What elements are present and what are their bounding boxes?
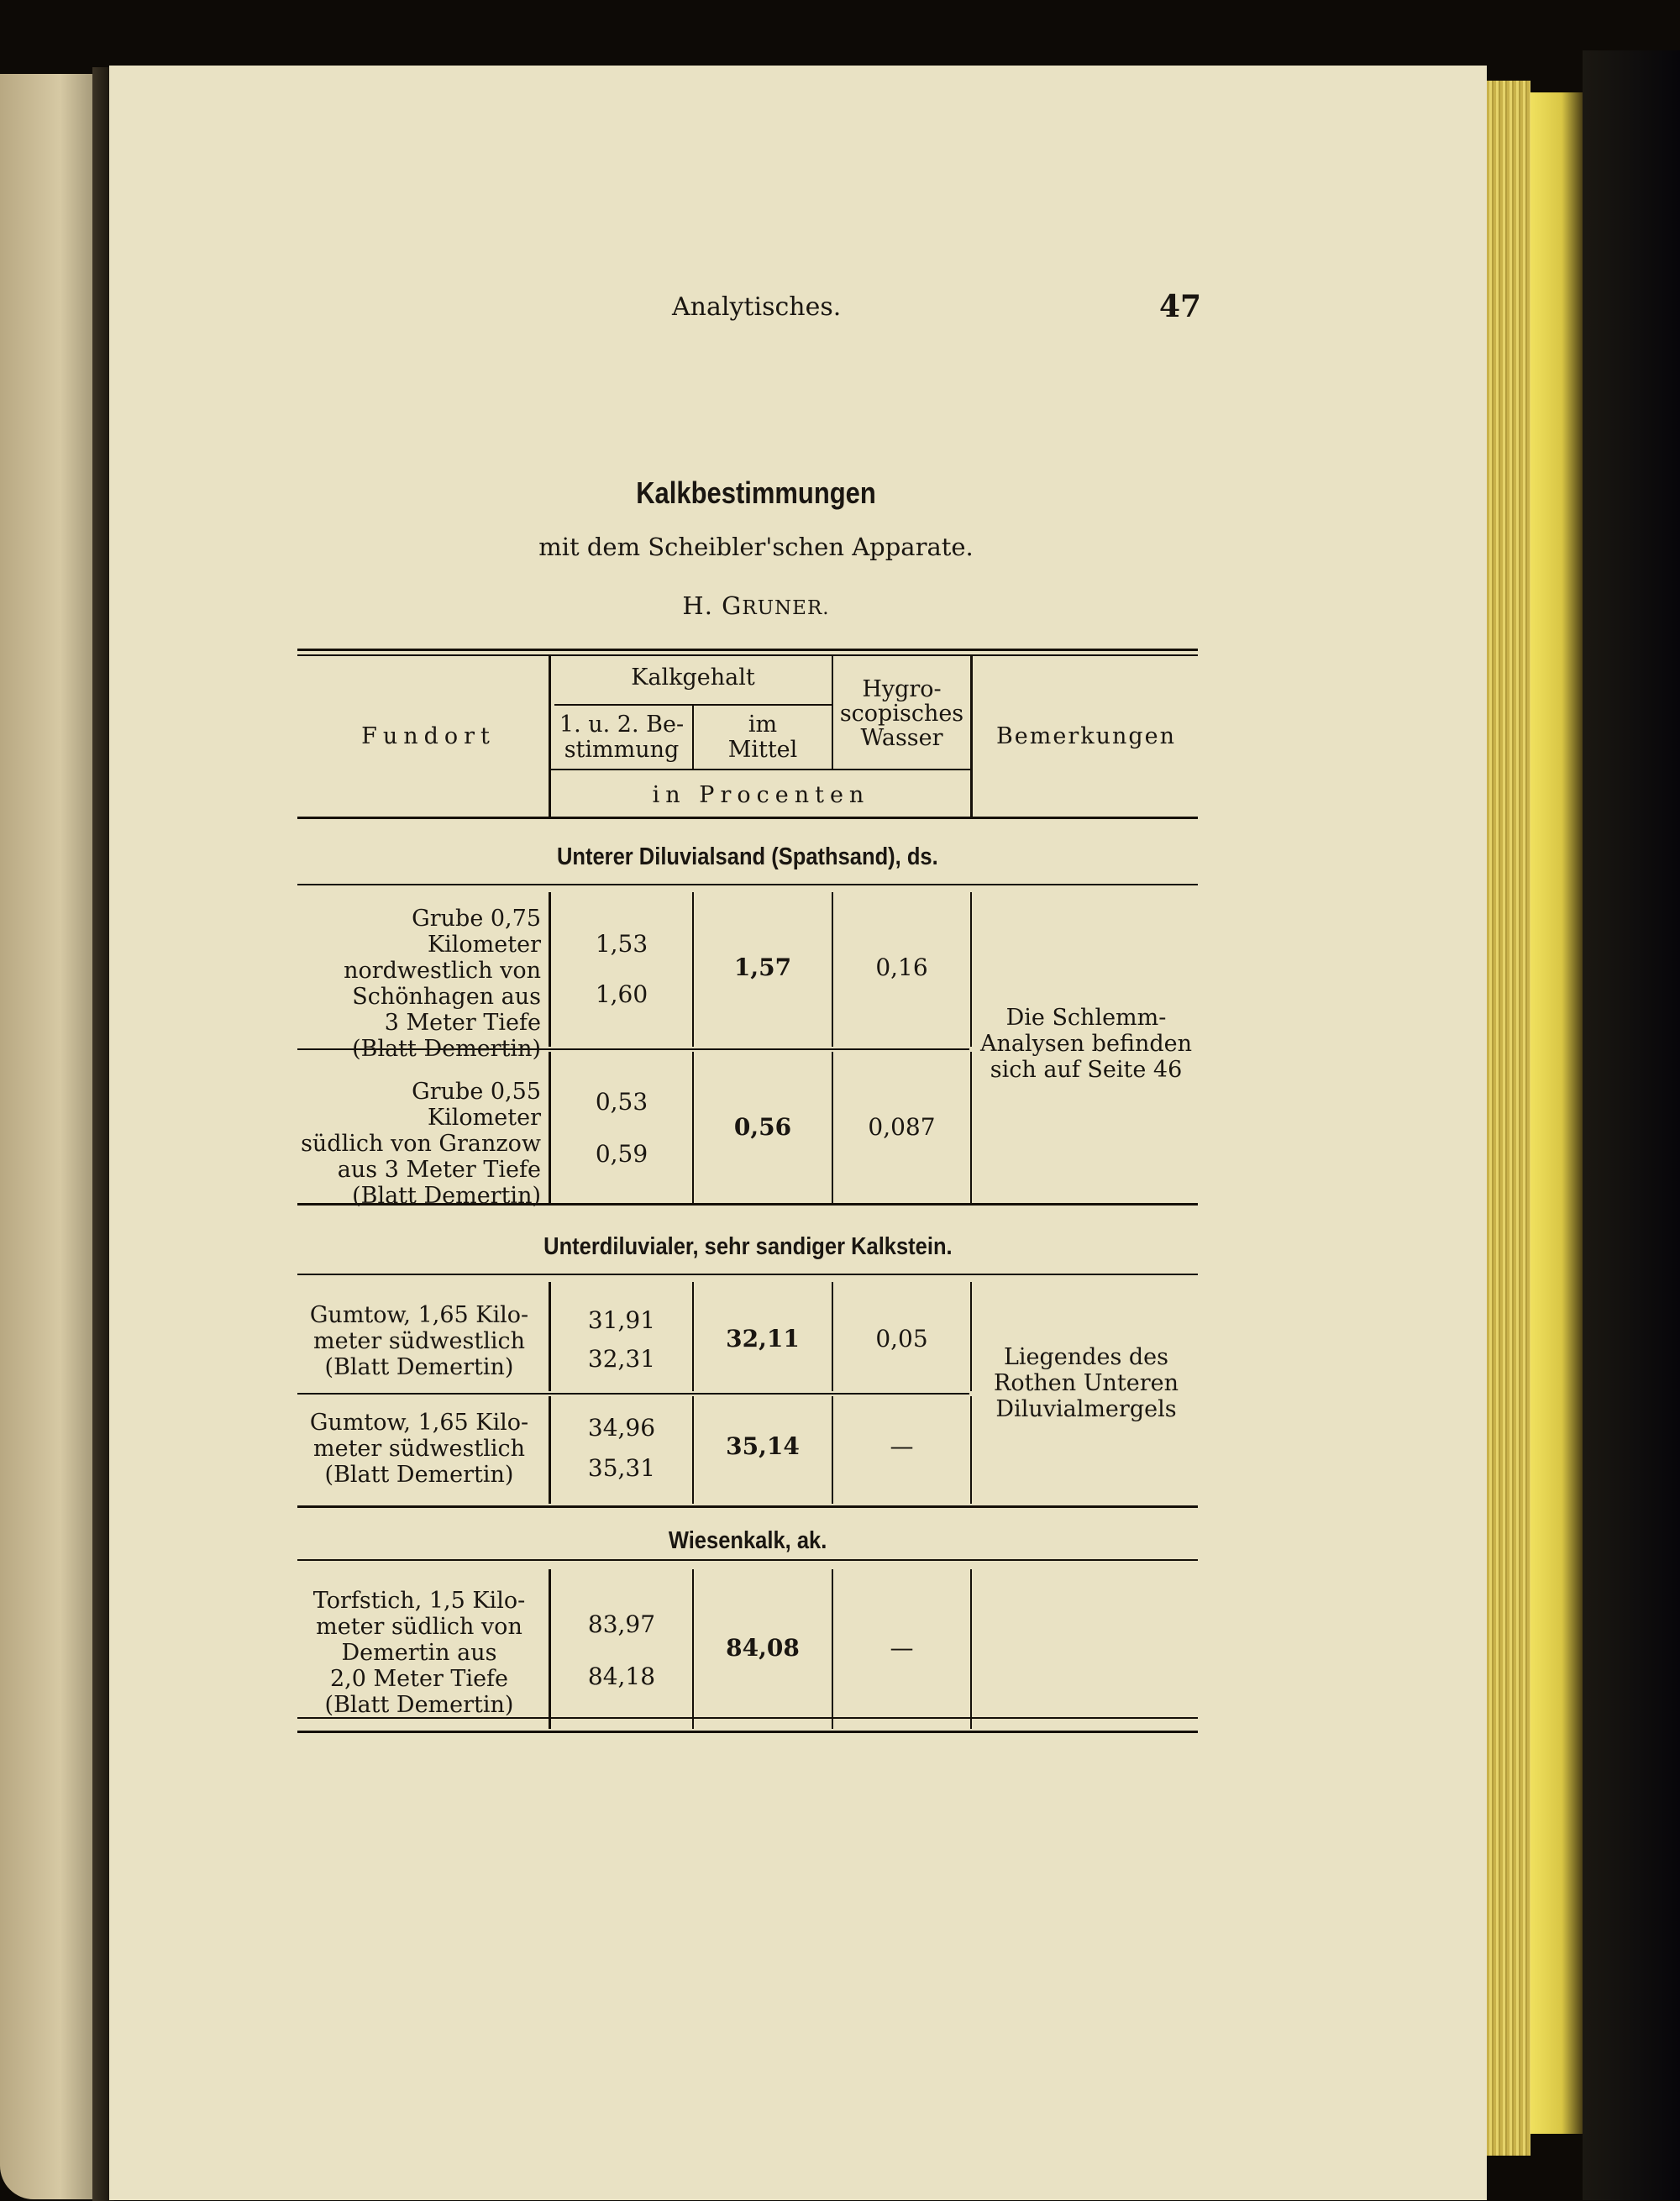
cell-bestimmung-1: 0,53 bbox=[595, 1088, 648, 1116]
page-title: Kalkbestimmungen bbox=[636, 475, 876, 510]
col-divider bbox=[549, 1282, 551, 1391]
cell-mittel: 35,14 bbox=[726, 1432, 800, 1460]
col-divider bbox=[970, 1569, 972, 1729]
col-divider bbox=[549, 1052, 551, 1203]
cell-wasser: 0,05 bbox=[875, 1325, 928, 1353]
running-head: Analytisches. bbox=[672, 292, 842, 322]
page-block-edge bbox=[1487, 81, 1530, 2156]
section-rule bbox=[297, 1559, 1198, 1561]
author bbox=[588, 591, 924, 620]
cell-bestimmung-2: 84,18 bbox=[587, 1663, 656, 1690]
cell-bestimmung-1: 83,97 bbox=[587, 1610, 656, 1638]
col-divider bbox=[549, 1396, 551, 1504]
author-initial: H. bbox=[682, 591, 722, 620]
header-kalkgehalt: Kalkgehalt bbox=[631, 665, 755, 691]
cell-bestimmung-1: 1,53 bbox=[595, 930, 648, 958]
header-mittel: im Mittel bbox=[727, 712, 798, 763]
section-title: Wiesenkalk, ak. bbox=[668, 1527, 827, 1554]
col-divider bbox=[970, 892, 972, 1047]
cell-mittel: 84,08 bbox=[726, 1634, 800, 1662]
cell-mittel: 0,56 bbox=[733, 1113, 792, 1141]
cell-bemerkung: Liegendes des Rothen Unteren Diluvialmergels bbox=[993, 1344, 1179, 1422]
cell-bestimmung-1: 34,96 bbox=[587, 1414, 656, 1442]
page-subtitle: mit dem Scheibler'schen Apparate. bbox=[538, 533, 974, 561]
table-row-fundort: Grube 0,55 Kilometer südlich von Granzow aus 3 Meter Tiefe (Blatt Demertin) bbox=[301, 1079, 541, 1209]
row-rule bbox=[297, 1393, 969, 1395]
section-rule bbox=[297, 1274, 1198, 1275]
col-divider bbox=[970, 1052, 972, 1203]
cell-wasser: — bbox=[890, 1634, 914, 1662]
table-top-rule bbox=[297, 649, 1198, 651]
header-bemerkungen: Bemerkungen bbox=[995, 723, 1177, 749]
section-end-rule bbox=[297, 1505, 1198, 1508]
page-number: 47 bbox=[1159, 289, 1202, 324]
col-divider bbox=[970, 1396, 972, 1504]
table-row-fundort: Gumtow, 1,65 Kilo- meter südwestlich (Blatt Demertin) bbox=[309, 1302, 529, 1380]
table-top-rule-thin bbox=[297, 654, 1198, 656]
section-title: Unterdiluvialer, sehr sandiger Kalkstein. bbox=[543, 1233, 953, 1260]
col-divider bbox=[549, 1569, 551, 1729]
cell-wasser: — bbox=[890, 1432, 914, 1460]
cell-mittel: 1,57 bbox=[733, 953, 792, 981]
table-row-fundort: Torfstich, 1,5 Kilo- meter südlich von Demertin aus 2,0 Meter Tiefe (Blatt Demertin) bbox=[312, 1588, 526, 1718]
table-row-fundort: Gumtow, 1,65 Kilo- meter südwestlich (Blatt Demertin) bbox=[309, 1410, 529, 1488]
kalkgehalt-underline bbox=[554, 704, 832, 706]
cell-bestimmung-2: 35,31 bbox=[587, 1454, 656, 1482]
book-cover bbox=[1583, 50, 1680, 2200]
table-bottom-rule-thick bbox=[297, 1731, 1198, 1733]
header-bottom-rule bbox=[297, 817, 1198, 819]
author-first-letter: G bbox=[722, 591, 743, 620]
author-rest: RUNER. bbox=[742, 597, 830, 619]
table-row-fundort: Grube 0,75 Kilometer nordwestlich von Schönhagen aus 3 Meter Tiefe (Blatt Demertin) bbox=[344, 906, 541, 1062]
procenten-rule bbox=[550, 769, 970, 770]
header-bestimmung: 1. u. 2. Be- stimmung bbox=[559, 712, 685, 763]
cell-bestimmung-1: 31,91 bbox=[587, 1306, 656, 1334]
section-rule bbox=[297, 884, 1198, 885]
cell-bemerkung: Die Schlemm- Analysen befinden sich auf Seite 46 bbox=[980, 1005, 1192, 1083]
header-procenten: in Procenten bbox=[652, 782, 870, 808]
cell-bestimmung-2: 0,59 bbox=[595, 1140, 648, 1168]
section-title: Unterer Diluvialsand (Spathsand), ds. bbox=[557, 843, 938, 870]
cell-bestimmung-2: 1,60 bbox=[595, 980, 648, 1008]
col-divider bbox=[549, 892, 551, 1047]
cell-bestimmung-2: 32,31 bbox=[587, 1345, 656, 1373]
header-fundort: Fundort bbox=[361, 723, 496, 749]
page-block-edge-gilt bbox=[1530, 92, 1583, 2134]
col-divider bbox=[970, 1282, 972, 1391]
header-wasser: Hygro- scopisches Wasser bbox=[839, 676, 964, 751]
cell-mittel: 32,11 bbox=[726, 1325, 800, 1353]
cell-wasser: 0,087 bbox=[868, 1113, 936, 1141]
cell-wasser: 0,16 bbox=[875, 953, 928, 981]
